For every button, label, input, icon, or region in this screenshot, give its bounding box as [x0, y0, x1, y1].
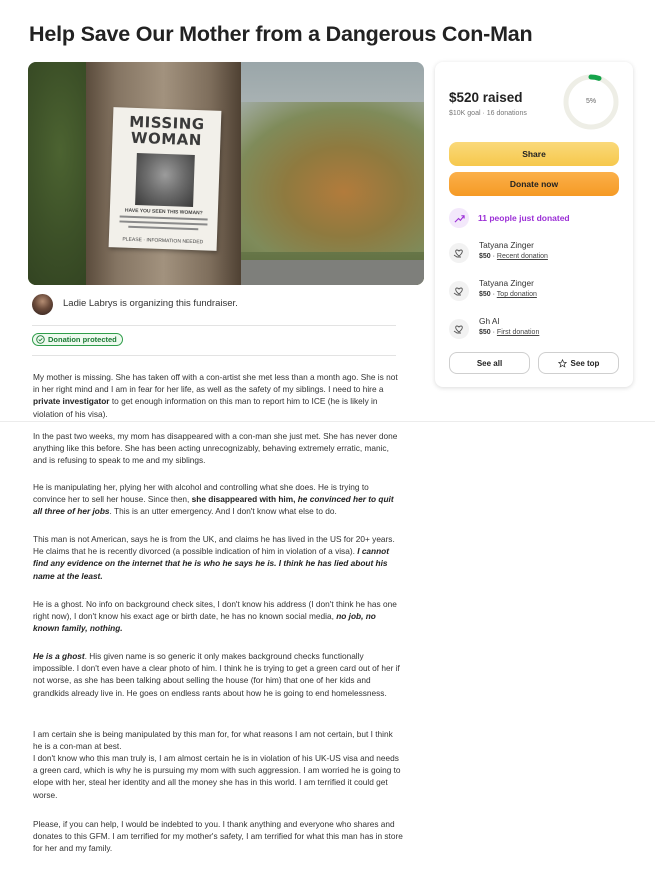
divider	[32, 355, 396, 356]
people-donated-text: 11 people just donated	[478, 213, 570, 223]
donor-amount: $50	[479, 329, 491, 336]
story-paragraph: This man is not American, says he is from the UK, and claims he has lived in the US for 20+ years. He claims that he is recently divorced (a possible indication of him in violation of a visa). I cannot find any evidence on the internet that he is who he says he is. I think he has lied about his name at the least.	[33, 534, 395, 581]
page-title: Help Save Our Mother from a Dangerous Con-Man	[29, 22, 533, 46]
see-top-label: See top	[570, 358, 600, 368]
donor-tag-link[interactable]: Top donation	[496, 291, 537, 298]
hero-photo	[28, 62, 424, 285]
donate-now-button[interactable]: Donate now	[449, 172, 619, 196]
donor-name: Gh Al	[479, 316, 500, 326]
story-paragraph: He is manipulating her, plying her with alcohol and controlling what she does. He is trying to convince her to sell her house. Since then, she disappeared with him, he convinced her to quit all three of her jobs. This is an utter emergency. And I don't know what else to do.	[33, 482, 394, 517]
organizer-avatar[interactable]	[32, 294, 53, 315]
see-all-button[interactable]: See all	[449, 352, 530, 374]
poster-footer: PLEASE · INFORMATION NEEDED	[122, 236, 204, 246]
story-paragraph: I am certain she is being manipulated by this man for, for what reasons I am not certain, but I think he is a con-man at best.	[33, 729, 393, 752]
donor-tag-link[interactable]: Recent donation	[496, 253, 548, 260]
donor-amount: $50	[479, 253, 491, 260]
poster-text-line	[120, 215, 208, 220]
poster-caption: HAVE YOU SEEN THIS WOMAN?	[124, 207, 203, 217]
badge-label: Donation protected	[48, 335, 117, 344]
trending-up-icon	[449, 208, 469, 228]
heart-hands-icon	[449, 243, 469, 263]
shield-check-icon	[36, 335, 45, 344]
heart-hands-icon	[449, 281, 469, 301]
donor-name: Tatyana Zinger	[479, 240, 534, 250]
story-paragraph: I don't know who this man truly is, I am almost certain he is in violation of his UK-US visa and needs a green card, which is why he is pursuing my mom with such aggression. I am worried he is going to elope with her, steal her identity and all the money she has in this world. I am terrified it could get worse.	[33, 753, 401, 800]
donor-tag-link[interactable]: First donation	[496, 329, 540, 336]
donor-item: Gh Al $50 · First donation	[449, 316, 539, 339]
poster-text-line	[119, 220, 207, 225]
organizer-text: Ladie Labrys is organizing this fundraiser.	[63, 298, 238, 309]
donation-card	[435, 62, 633, 387]
story-paragraph: He is a ghost. No info on background check sites, I don't know his address (I don't think he has one right now), I don't know his exact age or birth date, he has no known social media, no job, no known family, nothing.	[33, 599, 397, 634]
donor-name: Tatyana Zinger	[479, 278, 534, 288]
screenshot-seam	[0, 421, 655, 422]
star-icon	[558, 359, 567, 368]
progress-percent: 5%	[585, 98, 597, 105]
divider	[32, 325, 396, 326]
recent-activity	[449, 208, 570, 228]
poster-title: MISSING WOMAN	[128, 112, 205, 150]
donor-amount: $50	[479, 291, 491, 298]
story-paragraph: My mother is missing. She has taken off with a con-artist she met less than a month ago. She is not in her right mind and I am in fear for her life, as well as the safety of my siblings. I need to hire a private investigator to get enough information on this man to report him to ICE (he is likely in violation of his visa).	[33, 372, 398, 419]
donation-protected-badge[interactable]	[32, 333, 123, 346]
story-paragraph: In the past two weeks, my mom has disappeared with a con-man she just met. She has never done anything like this before. She has been acting unrecognizably, behaving extremely erratic, manic, and is refusing to speak to me and my siblings.	[33, 431, 398, 466]
donor-item: Tatyana Zinger $50 · Top donation	[449, 278, 537, 301]
donor-item: Tatyana Zinger $50 · Recent donation	[449, 240, 548, 263]
hero-trees	[224, 102, 424, 252]
poster-photo	[135, 153, 195, 207]
story-paragraph: He is a ghost. His given name is so generic it only makes background checks functionally impossible. I don't even have a clear photo of him. I think he is trying to get a green card out of her if not worse, as she has been talking about selling the house (for him) that one of her kids and grandkids already live in. He goes on endless rants about how he is going to end homelessness.	[33, 651, 400, 698]
amount-raised: $520 raised	[449, 90, 523, 105]
story-paragraph: Please, if you can help, I would be indebted to you. I thank anything and everyone who shares and donates to this GFM. I am terrified for my mother's safety, I am terrified for what this man has in store for her and my family.	[33, 819, 403, 854]
goal-text: $10K goal · 16 donations	[449, 110, 527, 117]
see-top-button[interactable]	[538, 352, 619, 374]
share-button[interactable]: Share	[449, 142, 619, 166]
poster-text-line	[128, 226, 198, 230]
missing-poster	[109, 107, 222, 251]
heart-hands-icon	[449, 319, 469, 339]
